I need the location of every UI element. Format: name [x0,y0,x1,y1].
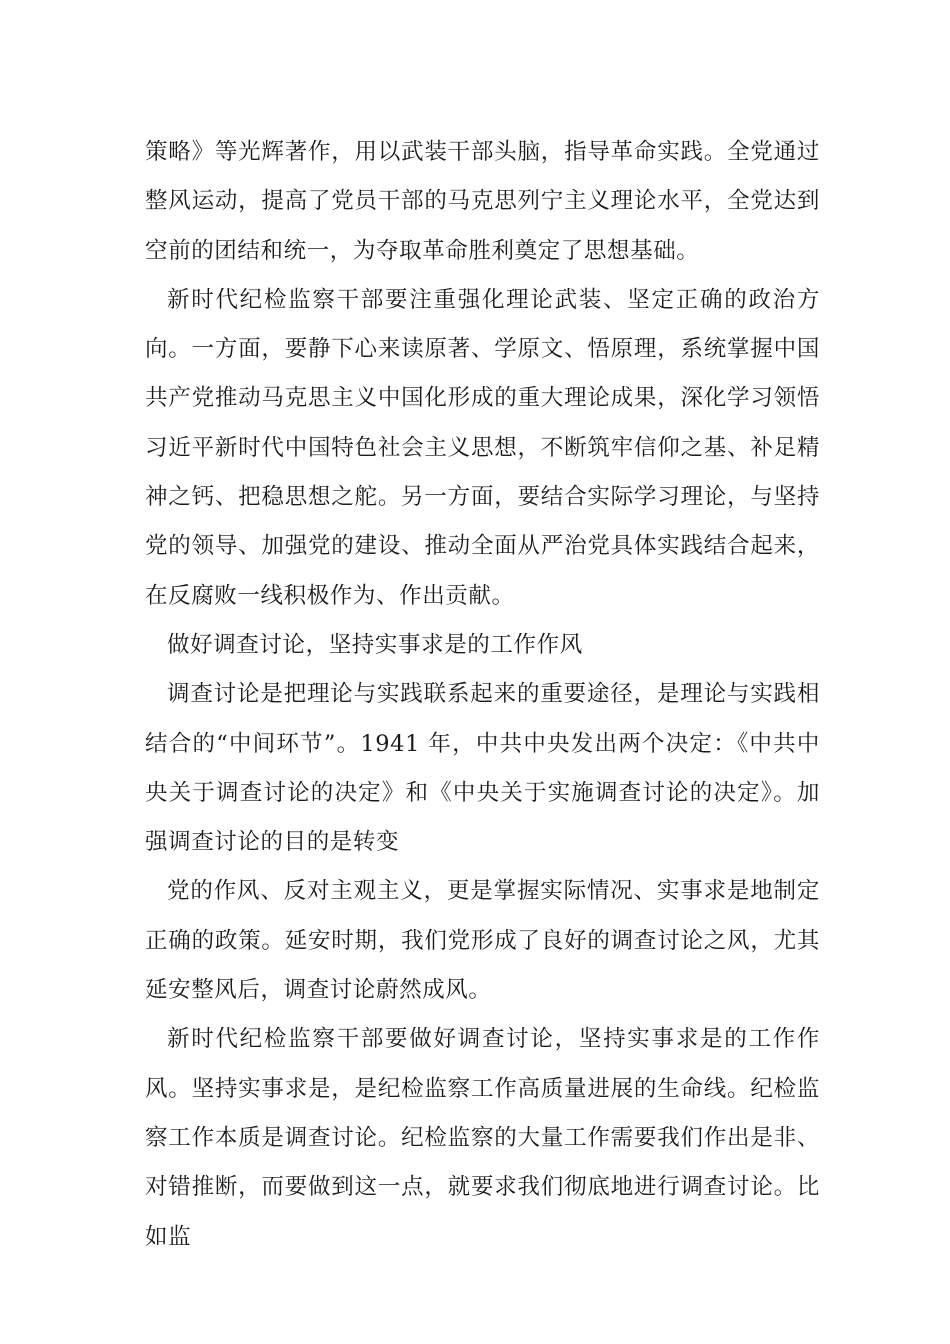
document-body [145,128,820,1262]
paragraph-5: 新时代纪检监察干部要做好调查讨论，坚持实事求是的工作作风。坚持实事求是，是纪检监察工作高质量进展的生命线。纪检监察工作本质是调查讨论。纪检监察的大量工作需要我们作出是非、对错推断，而要做到这一点，就要求我们彻底地进行调查讨论。比如监 [145,1026,820,1250]
paragraph-2: 新时代纪检监察干部要注重强化理论武装、坚定正确的政治方向。一方面，要静下心来读原著、学原文、悟原理，系统掌握中国共产党推动马克思主义中国化形成的重大理论成果，深化学习领悟习近平新时代中国特色社会主义思想，不断筑牢信仰之基、补足精神之钙、把稳思想之舵。另一方面，要结合实际学习理论，与坚持党的领导、加强党的建设、推动全面从严治党具体实践结合起来，在反腐败一线积极作为、作出贡献。 [145,286,820,609]
section-heading: 做好调查讨论，坚持实事求是的工作作风 [167,631,583,658]
paragraph-4: 党的作风、反对主观主义，更是掌握实际情况、实事求是地制定正确的政策。延安时期，我们党形成了良好的调查讨论之风，尤其延安整风后，调查讨论蔚然成风。 [145,878,820,1004]
paragraph-1: 策略》等光辉著作，用以武装干部头脑，指导革命实践。全党通过整风运动，提高了党员干部的马克思列宁主义理论水平，全党达到空前的团结和统一，为夺取革命胜利奠定了思想基础。 [145,139,820,264]
paragraph-3: 调查讨论是把理论与实践联系起来的重要途径，是理论与实践相结合的“中间环节”。1941 年，中共中央发出两个决定：《中共中央关于调查讨论的决定》和《中央关于实施调查讨论的决定》。加强调查讨论的目的是转变 [145,681,820,856]
